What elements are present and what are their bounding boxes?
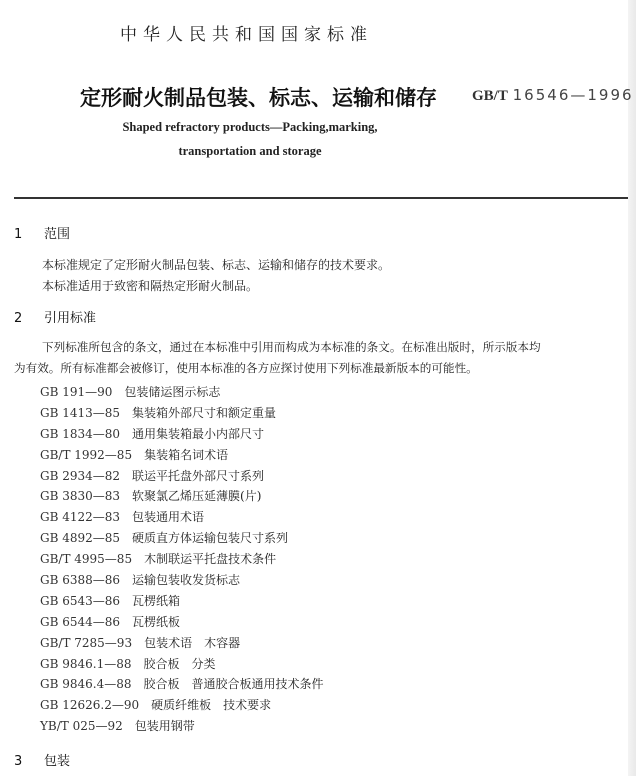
section-1-paragraph-1: 本标准规定了定形耐火制品包装、标志、运输和储存的技术要求。	[42, 258, 391, 272]
document-title: 定形耐火制品包装、标志、运输和储存	[80, 86, 437, 110]
section-1-paragraph-2: 本标准适用于致密和隔热定形耐火制品。	[42, 279, 259, 293]
reference-item: GB 4892—85 硬质直方体运输包装尺寸系列	[40, 531, 289, 546]
section-1-heading	[14, 223, 70, 242]
reference-item: GB 6388—86 运输包装收发货标志	[40, 573, 241, 588]
reference-item: GB 6543—86 瓦楞纸箱	[40, 593, 181, 608]
standard-prefix: GB/T	[472, 88, 508, 104]
standard-code	[472, 86, 634, 105]
reference-item: GB/T 1992—85 集装箱名词术语	[40, 447, 229, 462]
english-title-line1: Shaped refractory products—Packing,marking,	[122, 120, 378, 134]
standard-number: 16546—1996	[512, 86, 634, 104]
reference-item: GB 2934—82 联运平托盘外部尺寸系列	[40, 468, 265, 483]
reference-item: GB 191—90 包装储运图示标志	[40, 385, 221, 399]
section-number: 1	[14, 227, 23, 242]
reference-item: GB 6544—86 瓦楞纸板	[40, 614, 181, 629]
section-title: 范围	[44, 227, 71, 242]
reference-item: GB 1413—85 集装箱外部尺寸和额定重量	[40, 405, 277, 420]
section-title: 引用标准	[44, 311, 97, 326]
reference-item: YB/T 025—92 包装用钢带	[40, 719, 195, 734]
section-number: 3	[14, 754, 23, 769]
reference-item: GB 3830—83 软聚氯乙烯压延薄膜(片)	[40, 489, 262, 504]
reference-item: GB/T 7285—93 包装术语 木容器	[40, 635, 241, 650]
section-2-heading	[14, 307, 96, 326]
reference-item: GB 4122—83 包装通用术语	[40, 510, 205, 525]
reference-list	[40, 382, 324, 737]
section-title: 包装	[44, 754, 71, 769]
reference-item: GB/T 4995—85 木制联运平托盘技术条件	[40, 552, 277, 567]
reference-item: GB 9846.4—88 胶合板 普通胶合板通用技术条件	[40, 677, 324, 692]
reference-item: GB 1834—80 通用集装箱最小内部尺寸	[40, 426, 265, 441]
section-2-paragraph-line2: 为有效。所有标准都会被修订，使用本标准的各方应探讨使用下列标准最新版本的可能性。	[14, 361, 478, 375]
section-2-paragraph-line1: 下列标准所包含的条文，通过在本标准中引用而构成为本标准的条文。在标准出版时，所示版本均	[42, 340, 541, 354]
section-number: 2	[14, 311, 23, 326]
reference-item: GB 9846.1—88 胶合板 分类	[40, 656, 216, 671]
page-edge-shadow	[628, 0, 636, 776]
header-divider	[14, 197, 628, 199]
section-3-heading	[14, 750, 70, 769]
english-title-line2: transportation and storage	[178, 144, 322, 158]
reference-item: GB 12626.2—90 硬质纤维板 技术要求	[40, 698, 272, 713]
national-standard-label: 中华人民共和国国家标准	[120, 25, 373, 45]
